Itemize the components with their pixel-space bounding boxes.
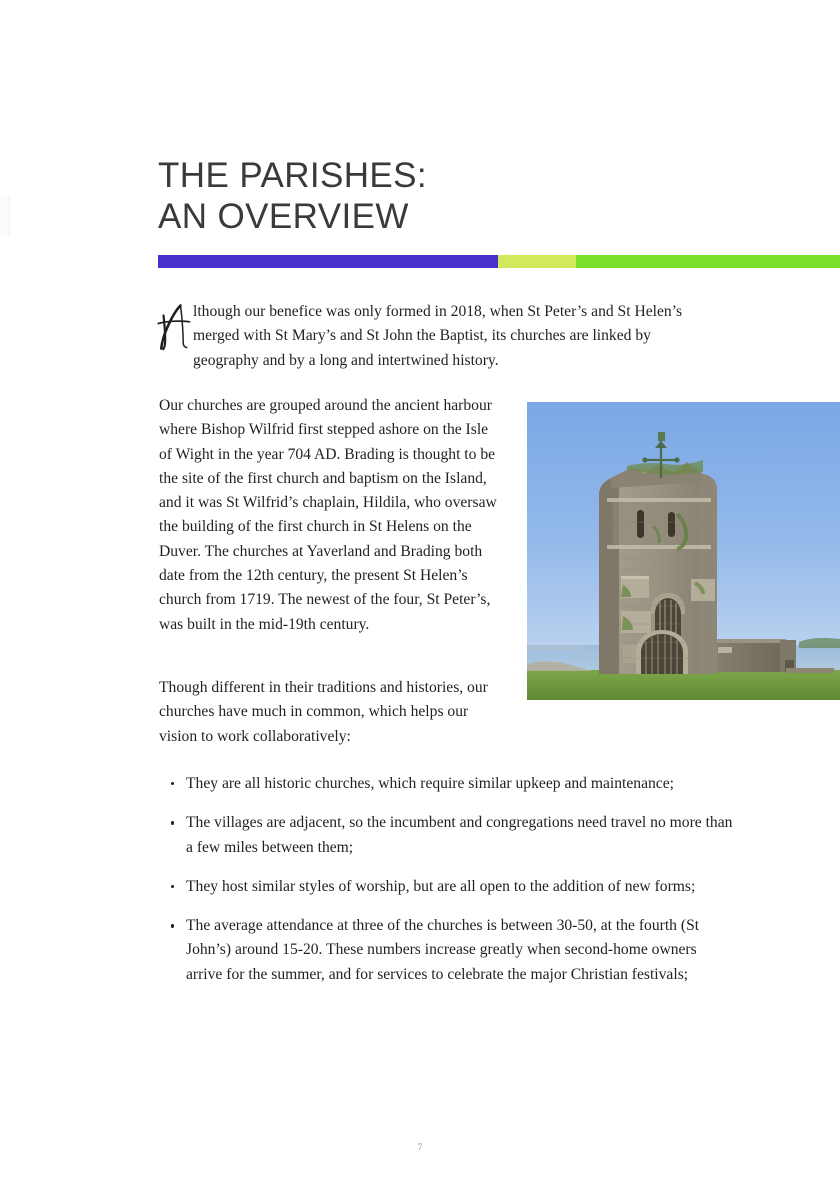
list-item [159, 875, 735, 899]
bullet-dot-icon [171, 821, 174, 824]
paragraph-traditions [159, 676, 504, 749]
intro-paragraph-text: lthough our benefice was only formed in 2018, when St Peter’s and St Helen’s merged with St Mary’s and St John the Baptist, its churches are linked by geography and by a long and intertwined history. [193, 303, 683, 369]
list-item-text: The average attendance at three of the churches is between 30-50, at the fourth (St John’s) around 15-20. These numbers increase greatly when second-home owners arrive for the summer, and for services to celebrate the major Christian festivals; [186, 917, 700, 983]
drop-cap-letter-a-icon [155, 302, 191, 350]
page-title [158, 155, 798, 237]
list-item [159, 772, 735, 796]
page-edge-artifact [0, 196, 10, 236]
rule-segment-yellow-green [498, 255, 576, 268]
paragraph-grouped-churches [159, 394, 504, 637]
bullet-dot-icon [171, 782, 174, 785]
list-item-text: They host similar styles of worship, but are all open to the addition of new forms; [186, 877, 696, 895]
page-number: 7 [417, 1143, 423, 1153]
list-item-text: The villages are adjacent, so the incumbent and congregations need travel no more than a few miles between them; [186, 814, 733, 856]
rule-segment-green [576, 255, 840, 268]
paragraph-traditions-text: Though different in their traditions and histories, our churches have much in common, which helps our vision to work collaboratively: [159, 679, 488, 745]
intro-paragraph-block [159, 300, 719, 373]
church-tower-photo [527, 402, 840, 700]
commonalities-list [159, 772, 735, 987]
bullet-dot-icon [171, 885, 174, 888]
paragraph-grouped-churches-text: Our churches are grouped around the ancient harbour where Bishop Wilfrid first stepped ashore on the Isle of Wight in the year 704 AD. Brading is thought to be the site of the first church and baptism on the Island, and it was St Wilfrid’s chaplain, Hildila, who oversaw the building of the first church in St Helens on the Duver. The churches at Yaverland and Brading both date from the 12th century, the present St Helen’s church from 1719. The newest of the four, St Peter’s, was built in the mid-19th century. [159, 397, 497, 633]
rule-segment-blue [158, 255, 498, 268]
page-title-line-2: AN OVERVIEW [158, 197, 409, 236]
page-title-line-1: THE PARISHES: [158, 156, 428, 195]
list-item-text: They are all historic churches, which require similar upkeep and maintenance; [186, 775, 674, 792]
bullet-dot-icon [171, 924, 174, 927]
section-divider-rule [158, 255, 840, 268]
list-item [159, 914, 735, 987]
list-item [159, 811, 735, 860]
